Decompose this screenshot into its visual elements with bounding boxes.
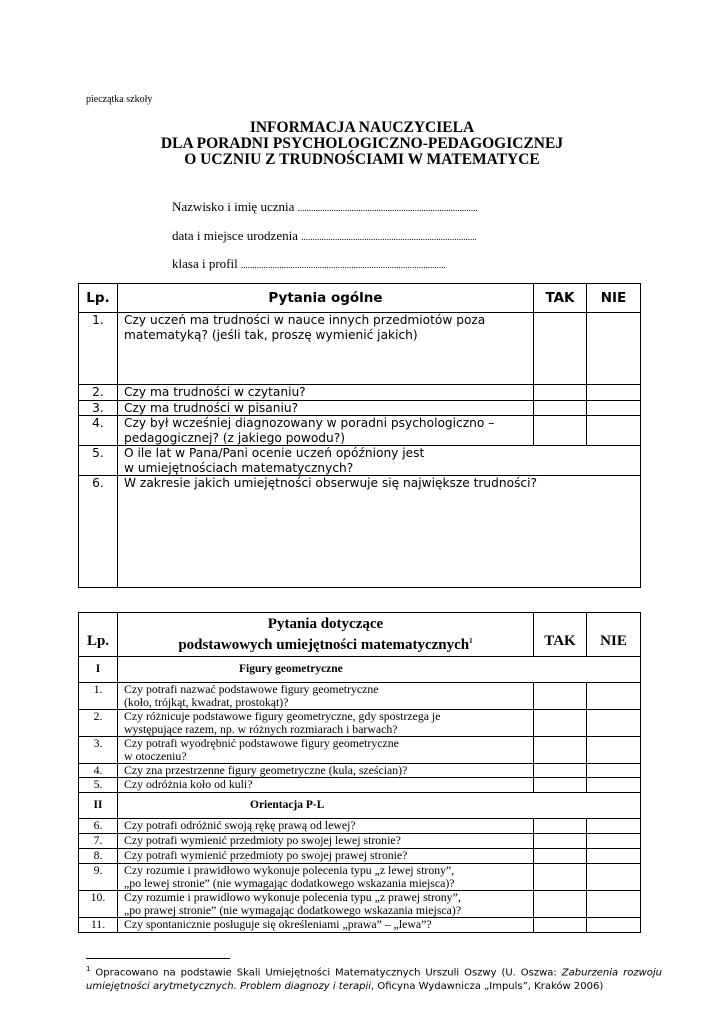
section-number: II [79,793,118,819]
yes-checkbox-cell[interactable] [534,400,587,416]
row-number: 10. [79,891,118,918]
table-row [79,416,641,446]
math-skills-table [78,612,641,933]
general-questions-table [78,283,641,588]
no-header: NIE [587,613,641,657]
no-checkbox-cell[interactable] [587,819,641,834]
question-text: Czy zna przestrzenne figury geometryczne (kula, sześcian)? [118,764,534,778]
lp-header: Lp. [79,613,118,657]
table-row [79,400,641,416]
question-text: Czy rozumie i prawidłowo wykonuje polecenia typu „z lewej strony”, „po lewej stronie” (nie wymagając dodatkowego wskazania miejsca)? [118,864,534,891]
row-number: 7. [79,834,118,849]
footnote-text-after: , Oficyna Wydawnicza „Impuls”, Kraków 2006) [371,981,604,993]
table-row [79,834,641,849]
table-row [79,891,641,918]
row-number: 2. [79,710,118,737]
yes-checkbox-cell[interactable] [534,764,587,778]
table-row [79,918,641,933]
document-title-line-2: DLA PORADNI PSYCHOLOGICZNO-PEDAGOGICZNEJ [160,135,564,152]
birth-date-place-dots: .............................................................................. [301,232,477,242]
class-profile-label: klasa i profil [172,256,238,271]
table-row [79,864,641,891]
yes-checkbox-cell[interactable] [534,313,587,385]
row-number: 9. [79,864,118,891]
yes-checkbox-cell[interactable] [534,849,587,864]
no-checkbox-cell[interactable] [587,891,641,918]
section-number: I [79,657,118,683]
question-text[interactable]: W zakresie jakich umiejętności obserwuje się największe trudności? [118,476,641,588]
math-skills-header: Pytania dotyczące podstawowych umiejętności matematycznych$^1$ [118,613,534,657]
yes-checkbox-cell[interactable] [534,416,587,446]
no-checkbox-cell[interactable] [587,864,641,891]
table-header-row [79,284,641,313]
no-checkbox-cell[interactable] [587,834,641,849]
yes-header: TAK [534,613,587,657]
birth-date-place-field[interactable] [172,228,477,244]
table-header-row [79,613,641,657]
student-name-label: Nazwisko i imię ucznia [172,199,295,214]
yes-header: TAK [534,284,587,313]
table-row [79,849,641,864]
footnote-book-title: Zaburzenia rozwoju umiejętności arytmetycznych. Problem diagnozy i terapii [86,967,663,993]
row-number: 6. [79,476,118,588]
row-number: 2. [79,385,118,401]
row-number: 1. [79,313,118,385]
document-title-line-3: O UCZNIU Z TRUDNOŚCIAMI W MATEMATYCE [184,151,540,168]
no-checkbox-cell[interactable] [587,764,641,778]
no-checkbox-cell[interactable] [587,385,641,401]
yes-checkbox-cell[interactable] [534,819,587,834]
yes-checkbox-cell[interactable] [534,778,587,793]
footnote-mark: 1 [469,636,473,645]
question-text: Czy potrafi nazwać podstawowe figury geometryczne (koło, trójkąt, kwadrat, prostokąt)? [118,683,534,710]
question-text: Czy potrafi wymienić przedmioty po swojej prawej stronie? [118,849,534,864]
table-row [79,737,641,764]
section-title: Figury geometryczne [118,657,641,683]
no-checkbox-cell[interactable] [587,313,641,385]
document-title-line-1: INFORMACJA NAUCZYCIELA [249,119,475,136]
table-row [79,313,641,385]
no-checkbox-cell[interactable] [587,918,641,933]
table-row [79,778,641,793]
no-checkbox-cell[interactable] [587,683,641,710]
school-stamp-label: pieczątka szkoły [86,94,153,105]
general-questions-header: Pytania ogólne [118,284,534,313]
yes-checkbox-cell[interactable] [534,737,587,764]
row-number: 3. [79,400,118,416]
row-number: 1. [79,683,118,710]
table-row [79,476,641,588]
section-row-orientation [79,793,641,819]
question-text: Czy odróżnia koło od kuli? [118,778,534,793]
row-number: 5. [79,446,118,476]
row-number: 5. [79,778,118,793]
row-number: 8. [79,849,118,864]
yes-checkbox-cell[interactable] [534,864,587,891]
no-checkbox-cell[interactable] [587,710,641,737]
question-text: Czy różnicuje podstawowe figury geometryczne, gdy spostrzega je występujące razem, np. w różnych rozmiarach i barwach? [118,710,534,737]
question-text: Czy ma trudności w pisaniu? [118,400,534,416]
table-row [79,819,641,834]
no-checkbox-cell[interactable] [587,778,641,793]
table-row [79,385,641,401]
row-number: 4. [79,764,118,778]
table-row [79,710,641,737]
no-checkbox-cell[interactable] [587,849,641,864]
question-text: Czy potrafi odróżnić swoją rękę prawą od lewej? [118,819,534,834]
table-row [79,446,641,476]
footnote-text-before: Opracowano na podstawie Skali Umiejętności Matematycznych Urszuli Oszwy (U. Oszwa: [95,967,562,979]
question-text: Czy rozumie i prawidłowo wykonuje polecenia typu „z prawej strony”, „po prawej stronie” (nie wymagając dodatkowego wskazania miejsca)? [118,891,534,918]
table-row [79,764,641,778]
row-number: 6. [79,819,118,834]
question-text: Czy potrafi wyodrębnić podstawowe figury geometryczne w otoczeniu? [118,737,534,764]
no-checkbox-cell[interactable] [587,416,641,446]
table-row [79,683,641,710]
yes-checkbox-cell[interactable] [534,683,587,710]
question-text: Czy uczeń ma trudności w nauce innych przedmiotów poza matematyką? (jeśli tak, proszę wymienić jakich) [118,313,534,385]
class-profile-dots: ........................................................................................... [240,260,446,270]
row-number: 11. [79,918,118,933]
question-text: Czy spontanicznie posługuje się określeniami „prawa” – „lewa”? [118,918,534,933]
question-text: Czy ma trudności w czytaniu? [118,385,534,401]
footnote-number: 1 [86,965,91,973]
class-profile-field[interactable] [172,256,446,272]
birth-date-place-label: data i miejsce urodzenia [172,228,298,243]
student-name-field[interactable] [172,199,478,215]
question-text: Czy był wcześniej diagnozowany w poradni psychologiczno – pedagogicznej? (z jakiego powodu?) [118,416,534,446]
footnote-separator [86,958,230,959]
question-text: Czy potrafi wymienić przedmioty po swojej lewej stronie? [118,834,534,849]
yes-checkbox-cell[interactable] [534,385,587,401]
section-row-geometry [79,657,641,683]
no-checkbox-cell[interactable] [587,400,641,416]
row-number: 4. [79,416,118,446]
row-number: 3. [79,737,118,764]
lp-header: Lp. [79,284,118,313]
yes-checkbox-cell[interactable] [534,891,587,918]
yes-checkbox-cell[interactable] [534,834,587,849]
footnote [86,962,662,994]
section-title: Orientacja P-L [118,793,641,819]
yes-checkbox-cell[interactable] [534,918,587,933]
yes-checkbox-cell[interactable] [534,710,587,737]
no-header: NIE [587,284,641,313]
no-checkbox-cell[interactable] [587,737,641,764]
question-text: O ile lat w Pana/Pani ocenie uczeń opóźniony jest w umiejętnościach matematycznych? [118,446,641,476]
student-name-dots: ................................................................................ [297,203,478,213]
